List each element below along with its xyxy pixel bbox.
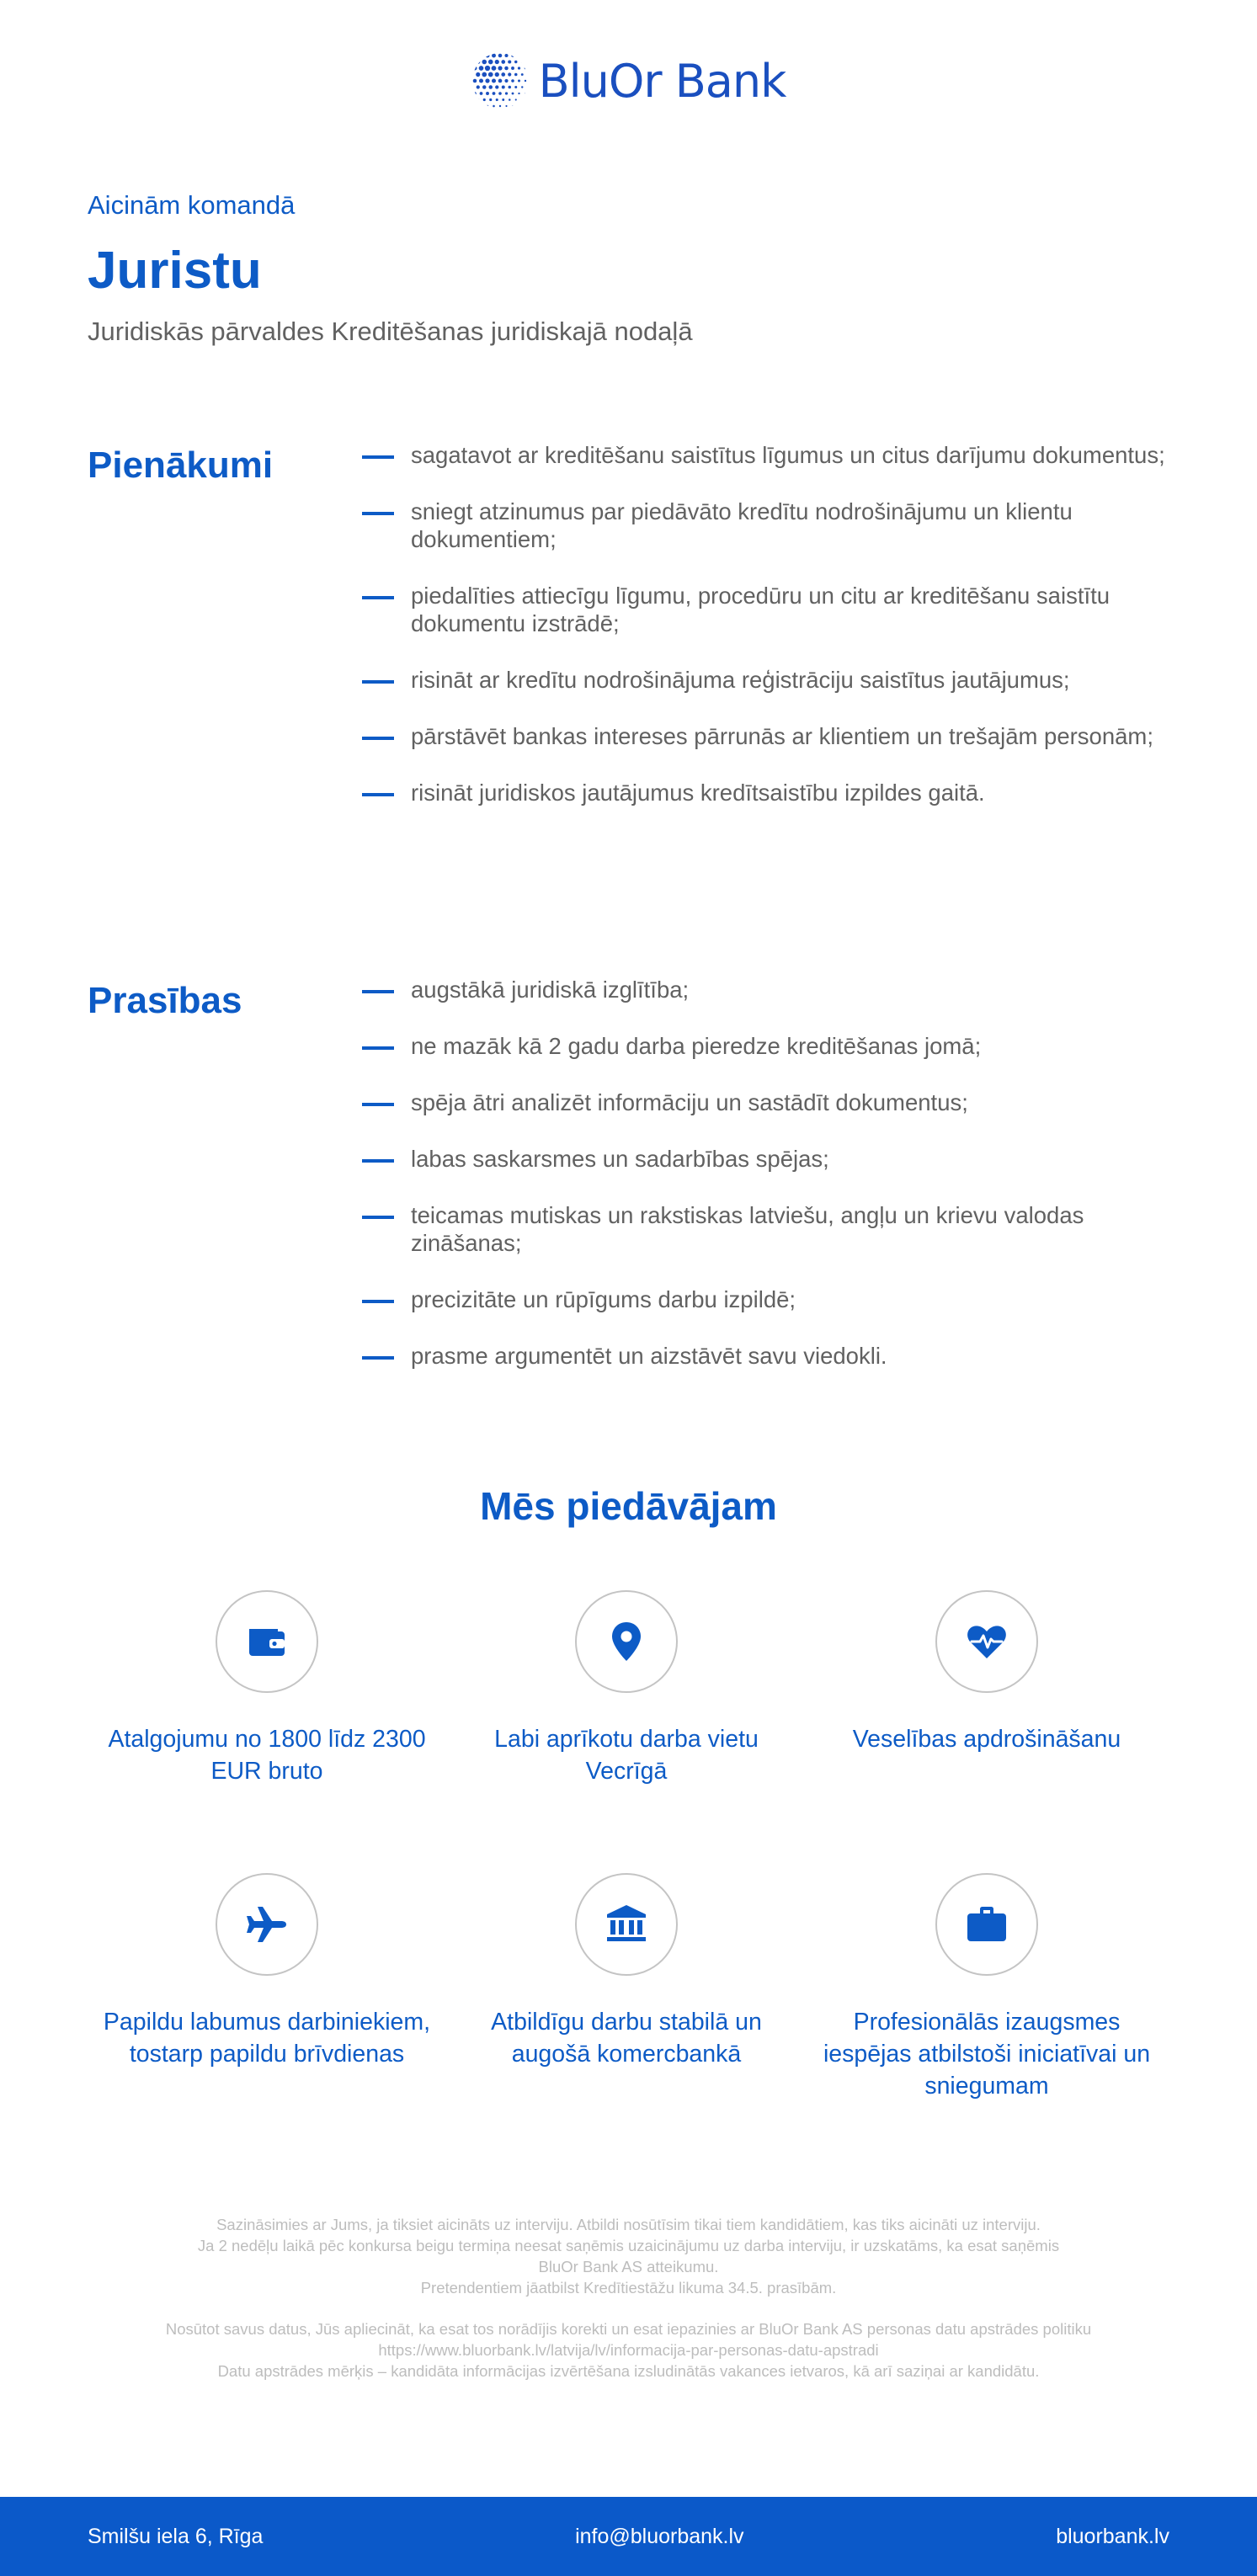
offer-text: Atbildīgu darbu stabilā un augošā komercbankā — [491, 2009, 762, 2068]
brand-name: BluOr Bank — [538, 54, 786, 108]
list-item: precizitāte un rūpīgums darbu izpildē; — [362, 1285, 1170, 1313]
invite-text: Aicinām komandā — [88, 190, 296, 220]
offer-text: Papildu labumus darbiniekiem, tostarp papildu brīvdienas — [103, 2009, 431, 2068]
notice-line: Nosūtot savus datus, Jūs apliecināt, ka esat tos norādījis korekti un esat iepazinies ar BluOr Bank AS personas datu apstrādes politiku — [165, 2320, 1092, 2338]
offer-item — [458, 1873, 795, 2070]
notice-line: Pretendentiem jāatbilst Kredītiestāžu likuma 34.5. prasībām. — [420, 2279, 837, 2297]
notice-line: BluOr Bank AS atteikumu. — [538, 2258, 719, 2275]
heart-pulse-icon — [964, 1619, 1009, 1664]
notice-line: Sazināsimies ar Jums, ja tiksiet aicināts uz interviju. Atbildi nosūtīsim tikai tiem kandidātiem, kas tiks aicināti uz interviju. — [216, 2216, 1041, 2233]
privacy-notice — [67, 2318, 1190, 2382]
footer-email-link[interactable]: info@bluorbank.lv — [575, 2524, 744, 2548]
notice-line: Datu apstrādes mērķis – kandidāta informācijas izvērtēšana izsludinātās vakances ietvaros, kā arī saziņai ar kandidātu. — [217, 2362, 1040, 2380]
requirements-list — [362, 976, 1170, 1398]
briefcase-icon — [964, 1902, 1009, 1947]
list-item: risināt ar kredītu nodrošinājuma reģistrāciju saistītus jautājumus; — [362, 666, 1170, 694]
department-text: Juridiskās pārvaldes Kreditēšanas juridiskajā nodaļā — [88, 317, 693, 346]
footer — [0, 2497, 1257, 2576]
list-item: pārstāvēt bankas intereses pārrunās ar klientiem un trešajām personām; — [362, 722, 1170, 750]
offer-text: Atalgojumu no 1800 līdz 2300 EUR bruto — [108, 1726, 426, 1785]
duties-list — [362, 441, 1170, 835]
footer-address: Smilšu iela 6, Rīga — [88, 2524, 264, 2548]
bank-building-icon — [604, 1902, 649, 1947]
list-item: risināt juridiskos jautājumus kredītsaistību izpildes gaitā. — [362, 779, 1170, 806]
offer-text: Veselības apdrošināšanu — [852, 1726, 1121, 1753]
list-item: spēja ātri analizēt informāciju un sastādīt dokumentus; — [362, 1088, 1170, 1116]
list-item: prasme argumentēt un aizstāvēt savu viedokli. — [362, 1342, 1170, 1370]
offer-text: Labi aprīkotu darba vietu Vecrīgā — [494, 1726, 759, 1785]
list-item: piedalīties attiecīgu līgumu, procedūru un citu ar kreditēšanu saistītu dokumentu izstrādē; — [362, 582, 1170, 637]
notice-line: Ja 2 nedēļu laikā pēc konkursa beigu termiņa neesat saņēmis uzaicinājumu uz darba interviju, ir uzskatāms, ka esat saņēmis — [197, 2237, 1060, 2254]
wallet-icon — [244, 1619, 290, 1664]
list-item: augstākā juridiskā izglītība; — [362, 976, 1170, 1003]
offer-item — [99, 1873, 435, 2070]
list-item: sniegt atzinumus par piedāvāto kredītu nodrošinājumu un klientu dokumentiem; — [362, 498, 1170, 553]
airplane-icon — [244, 1902, 290, 1947]
duties-title: Pienākumi — [88, 444, 274, 486]
privacy-policy-link[interactable]: https://www.bluorbank.lv/latvija/lv/informacija-par-personas-datu-apstradi — [378, 2341, 879, 2359]
footer-website-link[interactable]: bluorbank.lv — [1056, 2524, 1169, 2548]
location-pin-icon — [604, 1619, 649, 1664]
job-title: Juristu — [88, 242, 262, 300]
list-item: labas saskarsmes un sadarbības spējas; — [362, 1145, 1170, 1173]
offer-item — [99, 1590, 435, 1787]
offer-text: Profesionālās izaugsmes iespējas atbilstoši iniciatīvai un sniegumam — [823, 2009, 1151, 2100]
list-item: sagatavot ar kreditēšanu saistītus līgumus un citus darījumu dokumentus; — [362, 441, 1170, 469]
requirements-title: Prasības — [88, 980, 242, 1021]
bank-logo — [0, 52, 1257, 109]
offer-item — [818, 1590, 1155, 1755]
logo-dots-icon — [471, 52, 529, 109]
offer-item — [458, 1590, 795, 1787]
contact-notice — [67, 2214, 1190, 2298]
offer-item — [818, 1873, 1155, 2102]
offers-title: Mēs piedāvājam — [480, 1484, 777, 1528]
list-item: teicamas mutiskas un rakstiskas latviešu, angļu un krievu valodas zināšanas; — [362, 1201, 1170, 1257]
list-item: ne mazāk kā 2 gadu darba pieredze kreditēšanas jomā; — [362, 1032, 1170, 1060]
